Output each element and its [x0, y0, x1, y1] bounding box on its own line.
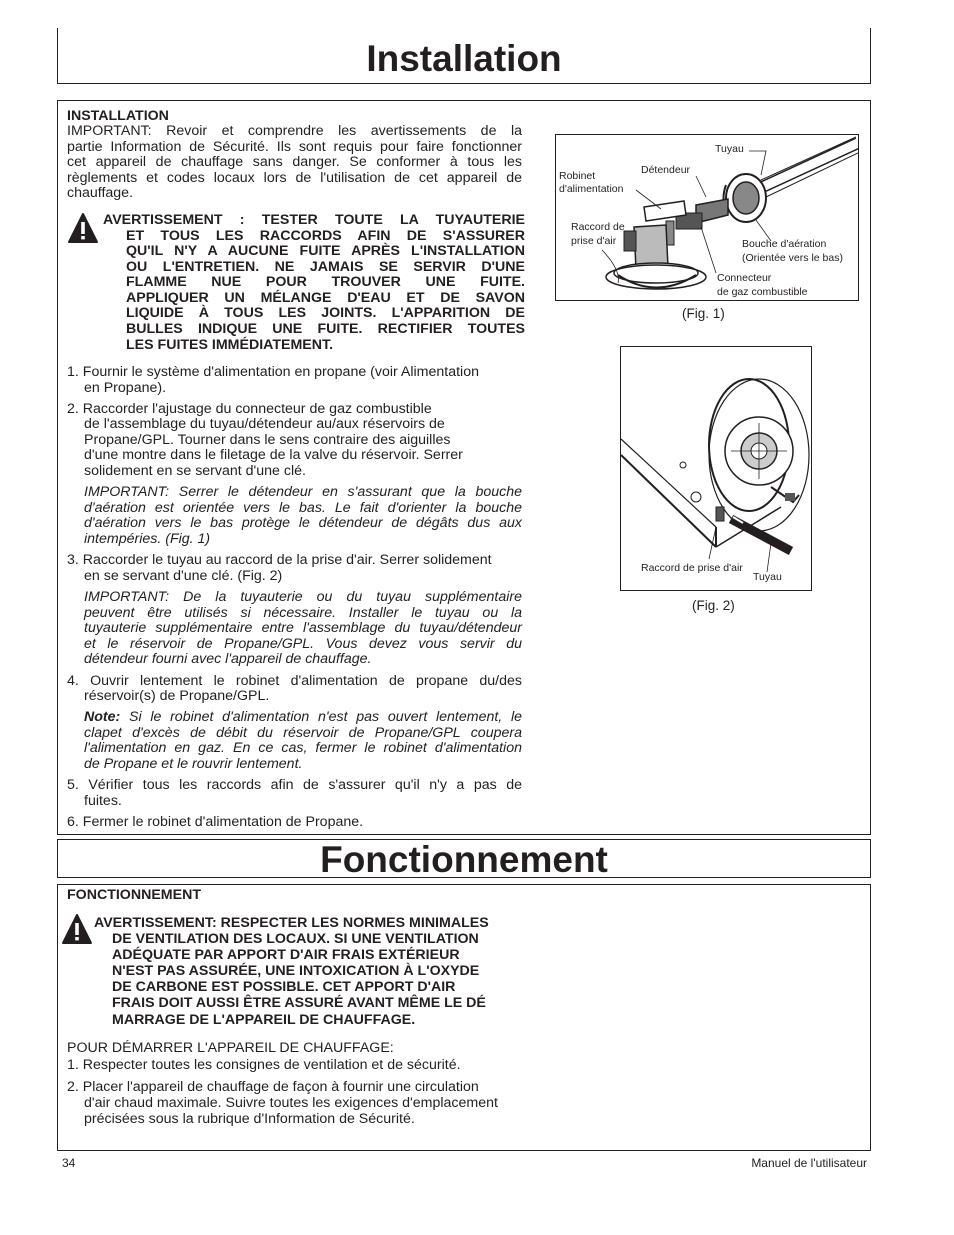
install-step-6: 6. Fermer le robinet d'alimentation de Propane. [67, 814, 364, 830]
figure-2 [620, 346, 812, 591]
installation-heading: INSTALLATION [67, 108, 169, 124]
installation-title: Installation [366, 38, 562, 79]
start-heading: POUR DÉMARRER L'APPAREIL DE CHAUFFAGE: [67, 1040, 394, 1056]
fig1-label-alimentation: d'alimentation [559, 183, 624, 195]
fig2-label-tuyau: Tuyau [753, 571, 782, 583]
fig1-label-gaz: de gaz combustible [717, 286, 808, 298]
fig1-label-tuyau: Tuyau [715, 143, 744, 155]
warning-icon [61, 913, 93, 945]
warning-icon [67, 212, 99, 244]
fig1-label-orientee: (Orientée vers le bas) [742, 252, 843, 264]
operation-step-1: 1. Respecter toutes les consignes de ventilation et de sécurité. [67, 1057, 461, 1073]
fig1-label-bouche: Bouche d'aération [742, 238, 827, 250]
fig1-label-detendeur: Détendeur [641, 164, 691, 176]
manual-name: Manuel de l'utilisateur [751, 1156, 867, 1170]
page-number: 34 [62, 1156, 76, 1170]
fonctionnement-heading: FONCTIONNEMENT [67, 887, 201, 903]
note-label: Note: [84, 709, 121, 725]
fonctionnement-title: Fonctionnement [320, 839, 608, 880]
fonctionnement-header [57, 839, 871, 878]
figure-1-caption: (Fig. 1) [682, 306, 725, 321]
fig1-label-prise: prise d'air [571, 235, 617, 247]
figure-2-caption: (Fig. 2) [692, 598, 735, 613]
figure-1 [555, 134, 859, 301]
fig1-label-raccord: Raccord de [571, 221, 625, 233]
fig1-label-robinet: Robinet [559, 170, 596, 182]
fig1-label-connecteur: Connecteur [717, 272, 772, 284]
installation-header [57, 28, 871, 84]
regulator-illustration [556, 135, 858, 300]
heater-illustration [621, 347, 811, 590]
fig2-label-raccord: Raccord de prise d'air [641, 562, 743, 574]
